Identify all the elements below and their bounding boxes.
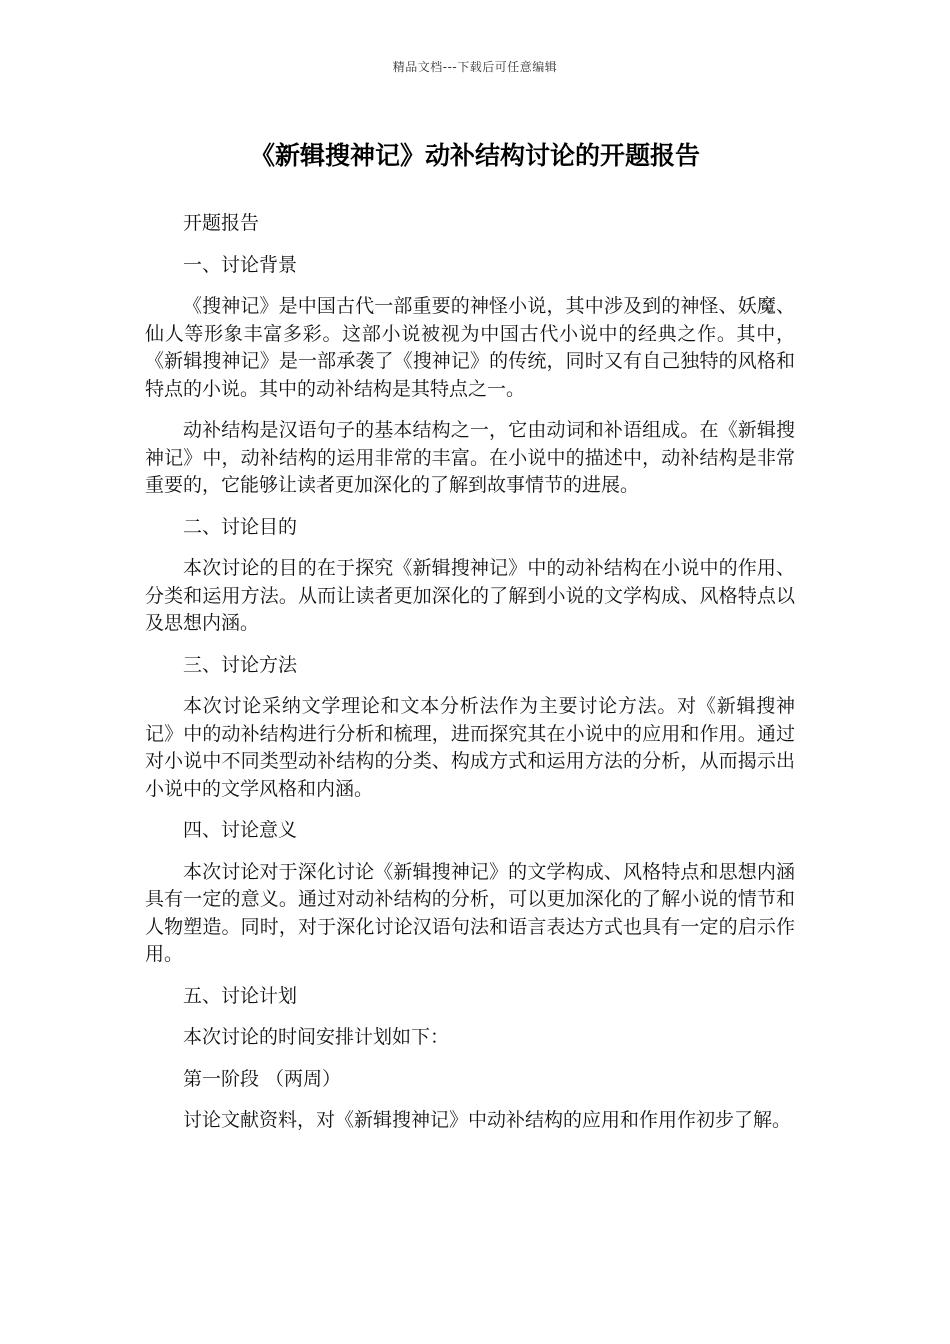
section-heading-method: 三、讨论方法: [183, 653, 298, 676]
method-paragraph: 本次讨论采纳文学理论和文本分析法作为主要讨论方法。对《新辑搜神记》中的动补结构进行分析和梳理，进而探究其在小说中的应用和作用。通过对小说中不同类型动补结构的分类、构成方式和运用方法的分析，从而揭示出小说中的文学风格和内涵。: [145, 695, 795, 800]
purpose-paragraph: 本次讨论的目的在于探究《新辑搜神记》中的动补结构在小说中的作用、分类和运用方法。从而让读者更加深化的了解到小说的文学构成、风格特点以及思想内涵。: [145, 557, 795, 634]
header-note: 精品文档---下载后可任意编辑: [392, 60, 558, 74]
background-paragraph-2: 动补结构是汉语句子的基本结构之一，它由动词和补语组成。在《新辑搜神记》中，动补结构的运用非常的丰富。在小说中的描述中，动补结构是非常重要的，它能够让读者更加深化的了解到故事情节的进展。: [145, 419, 795, 496]
section-label-report: 开题报告: [183, 212, 260, 234]
significance-paragraph: 本次讨论对于深化讨论《新辑搜神记》的文学构成、风格特点和思想内涵具有一定的意义。通过对动补结构的分析，可以更加深化的了解小说的情节和人物塑造。同时，对于深化讨论汉语句法和语言表达方式也具有一定的启示作用。: [145, 860, 795, 965]
section-heading-background: 一、讨论背景: [183, 253, 298, 276]
section-heading-significance: 四、讨论意义: [183, 819, 298, 841]
section-heading-purpose: 二、讨论目的: [183, 515, 298, 538]
section-heading-plan: 五、讨论计划: [183, 984, 298, 1007]
document-title: 《新辑搜神记》动补结构讨论的开题报告: [249, 141, 700, 170]
document-body: [145, 210, 795, 1135]
plan-stage-1-description: 讨论文献资料，对《新辑搜神记》中动补结构的应用和作用作初步了解。: [183, 1109, 792, 1131]
plan-intro: 本次讨论的时间安排计划如下：: [183, 1026, 450, 1048]
plan-stage-1-heading: 第一阶段 （两周）: [183, 1067, 342, 1090]
background-paragraph-1: 《搜神记》是中国古代一部重要的神怪小说，其中涉及到的神怪、妖魔、仙人等形象丰富多彩。这部小说被视为中国古代小说中的经典之作。其中，《新辑搜神记》是一部承袭了《搜神记》的传统，同时又有自己独特的风格和特点的小说。其中的动补结构是其特点之一。: [145, 295, 795, 400]
